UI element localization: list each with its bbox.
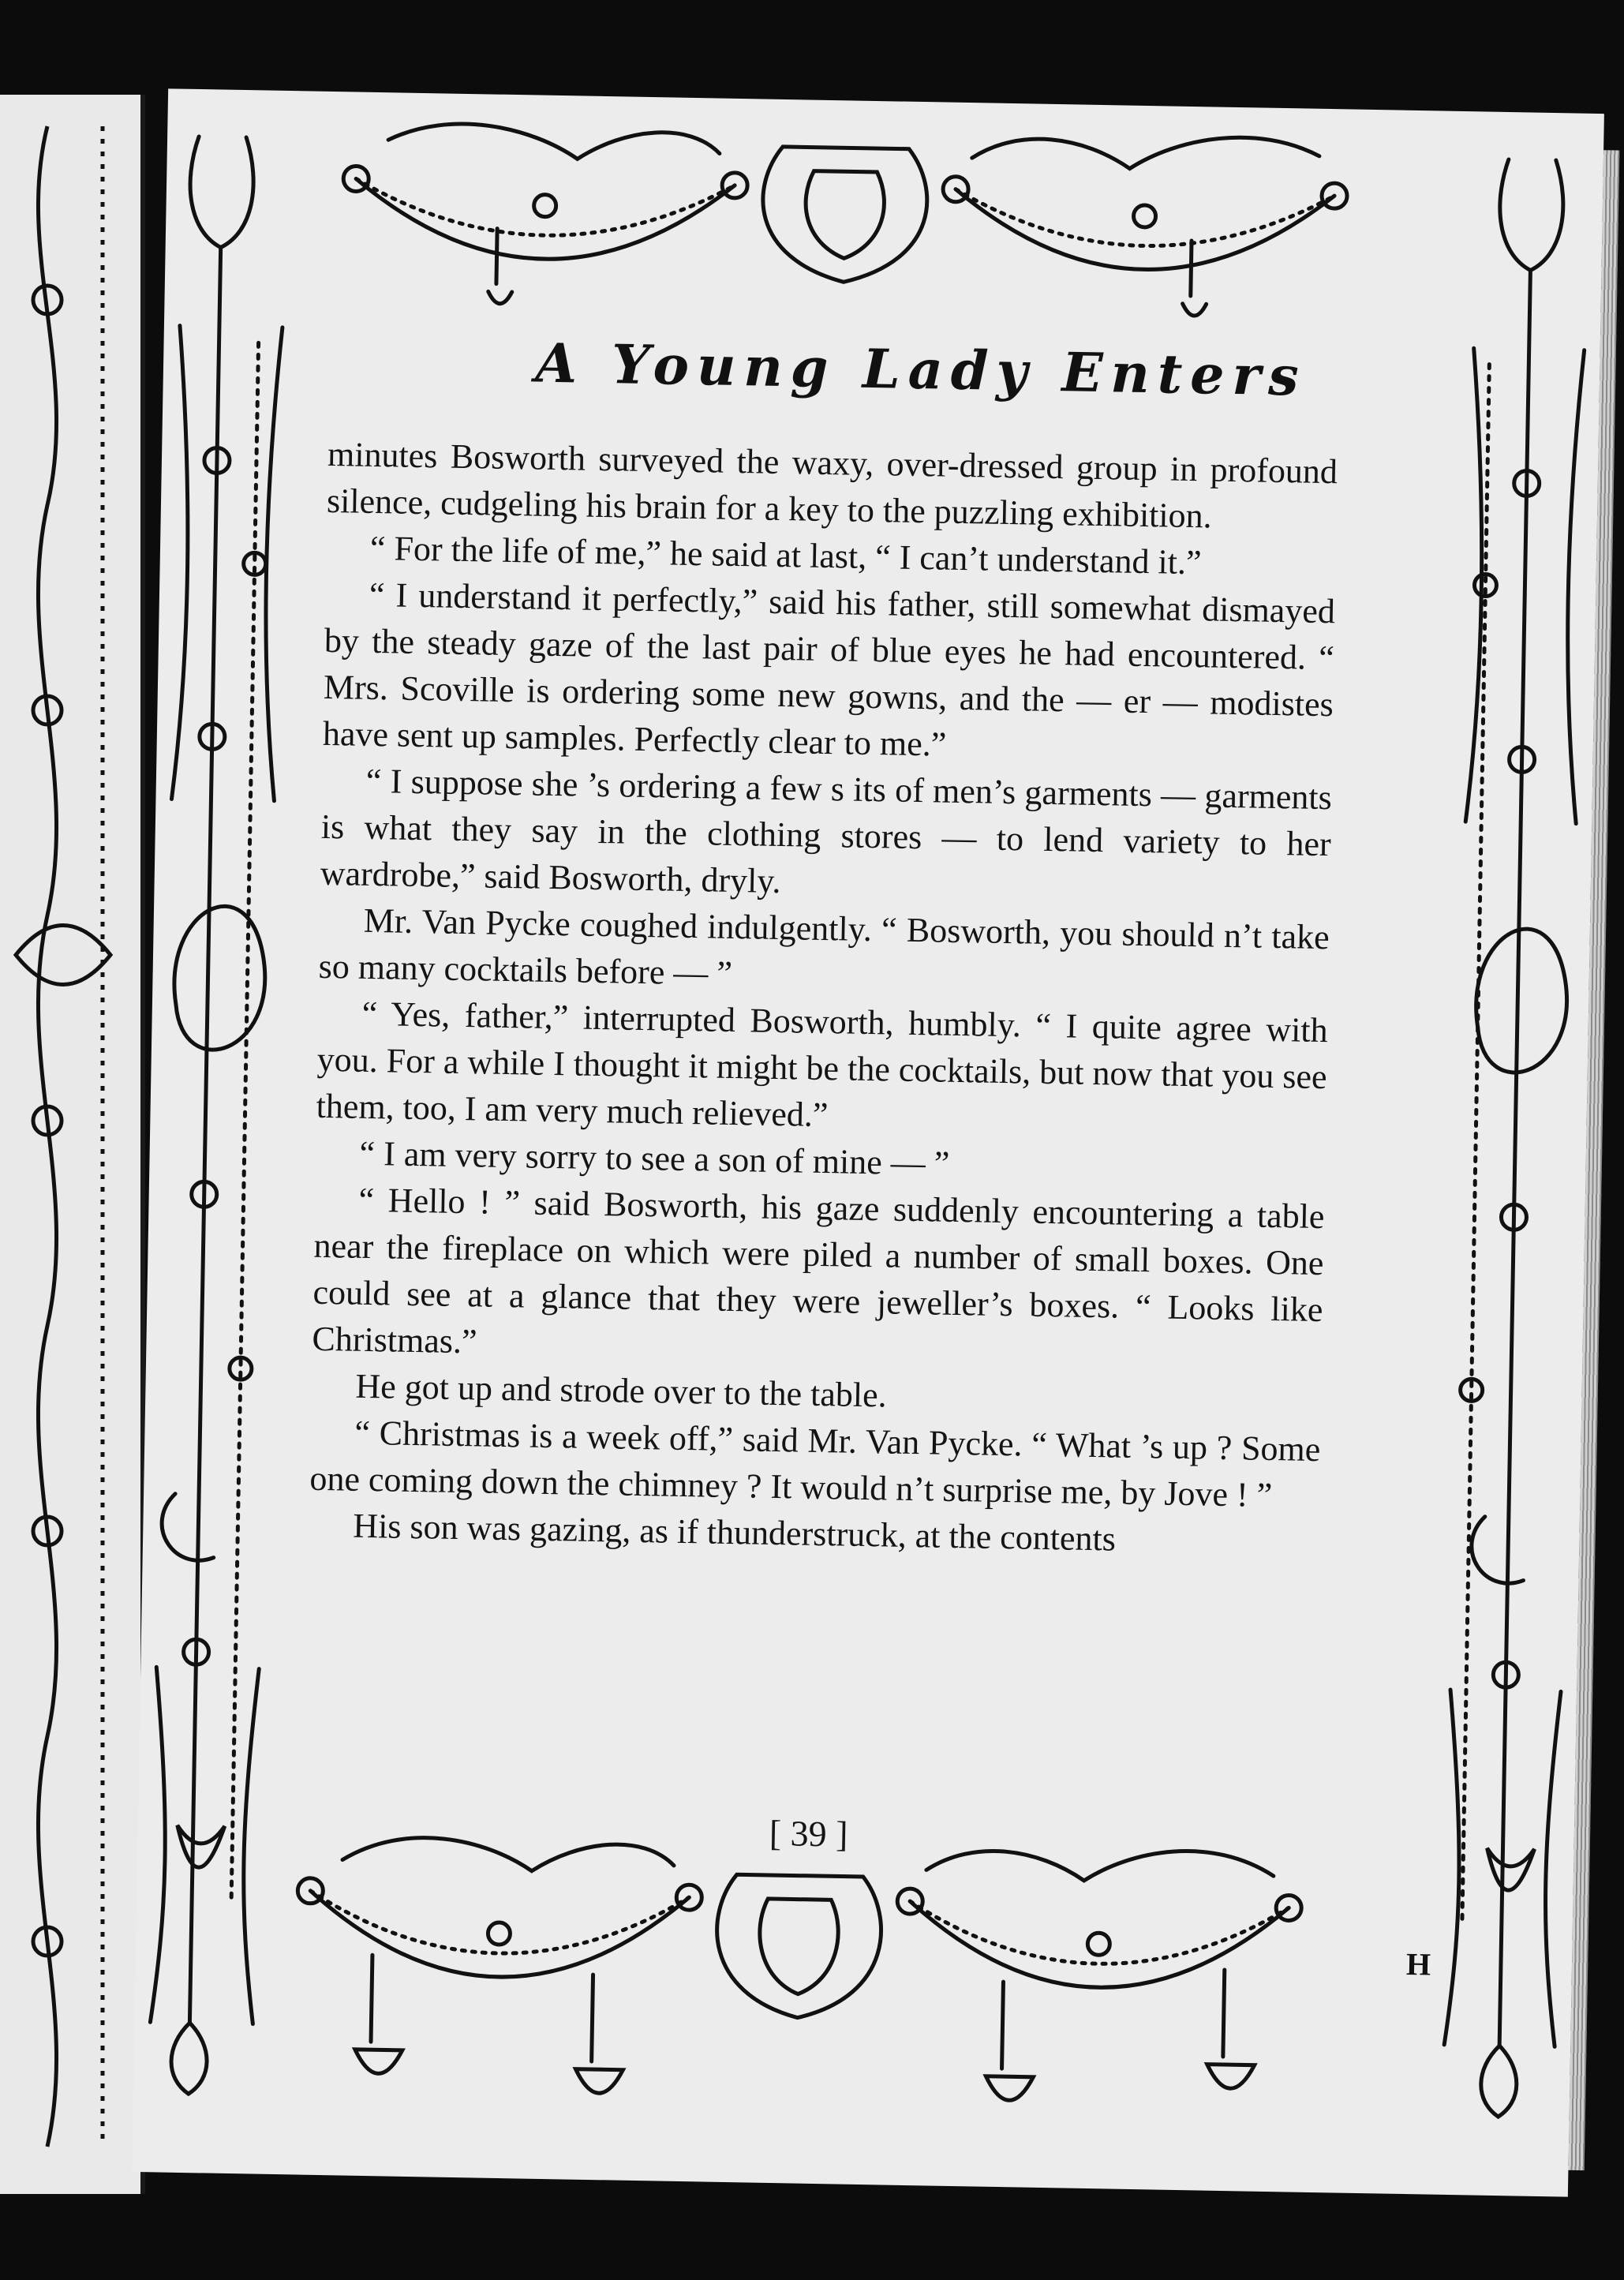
book-page: [132, 88, 1604, 2196]
paragraph: “ Yes, father,” interrupted Bosworth, humbly. “ I quite agree with you. For a while I thought it might be the cocktails, but now that you see them, too, I am very much relieved.”: [316, 994, 1329, 1135]
signature-mark: H: [1405, 1946, 1431, 1982]
page-number: [ 39 ]: [769, 1812, 848, 1855]
paragraph: His son was gazing, as if thunderstruck, at the contents: [353, 1506, 1117, 1559]
paragraph: Mr. Van Pycke coughed indulgently. “ Bosworth, you should n’t take so many cocktails before — ”: [318, 900, 1330, 993]
paragraph: He got up and strode over to the table.: [355, 1366, 888, 1415]
paragraph: “ Hello ! ” said Bosworth, his gaze suddenly encountering a table near the fireplace on which were piled a number of small boxes. One could see at a glance that they were jeweller’s boxes. “ Looks like Christmas.”: [312, 1180, 1325, 1361]
paragraph: “ I understand it perfectly,” said his father, still somewhat dismayed by the steady gaze of the last pair of blue eyes he had encountered. “ Mrs. Scoville is ordering some new gowns, and the — er — modistes have sent up samples. Perfectly clear to me.”: [322, 575, 1336, 764]
paragraph: “ I am very sorry to see a son of mine — ”: [359, 1133, 950, 1183]
paragraph: “ I suppose she ’s ordering a few s its of men’s garments — garments is what they say in the clothing stores — to lend variety to her wardrobe,” said Bosworth, dryly.: [320, 761, 1333, 901]
paragraph: “ Christmas is a week off,” said Mr. Van Pycke. “ What ’s up ? Some one coming down the chimney ? It would n’t surprise me, by Jove ! ”: [309, 1413, 1321, 1515]
chapter-title: A Young Lady Enters: [534, 331, 1308, 409]
left-page-edge: [0, 95, 145, 2194]
paragraph: minutes Bosworth surveyed the waxy, over-dressed group in profound silence, cudgeling his brain for a key to the puzzling exhibition.: [326, 434, 1338, 536]
body-text: [309, 431, 1338, 1566]
paragraph: “ For the life of me,” he said at last, “ I can’t understand it.”: [369, 528, 1202, 582]
left-page-border-ornament: [0, 95, 140, 2194]
